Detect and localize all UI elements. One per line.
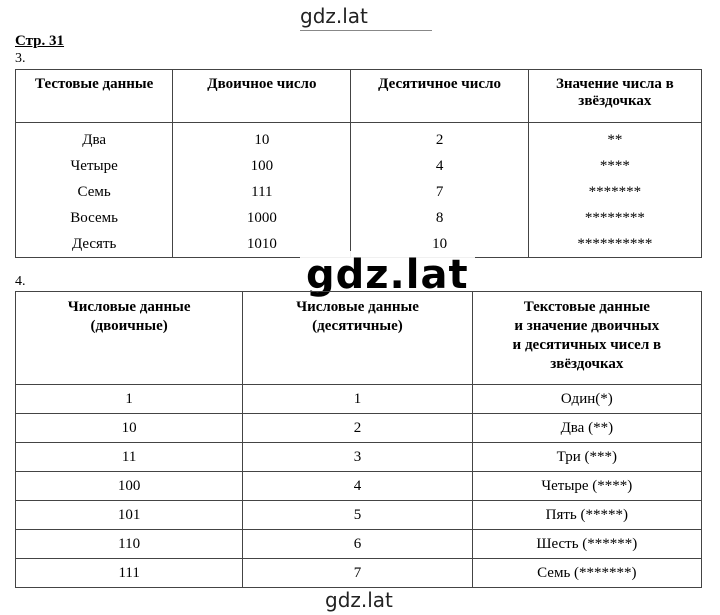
task-3-table [15, 69, 702, 258]
table-cell: 1 [16, 385, 243, 414]
column-header: Числовые данные (двоичные) [16, 292, 243, 385]
table-cell: 111 [16, 559, 243, 588]
table-cell: ******** [528, 205, 701, 231]
watermark-bottom: gdz.lat [325, 588, 393, 612]
table-cell: ** [528, 123, 701, 154]
task-4-number: 4. [15, 274, 26, 289]
table-cell: Четыре [16, 153, 173, 179]
table-row [16, 530, 702, 559]
table-cell: 101 [16, 501, 243, 530]
table-cell: 3 [243, 443, 472, 472]
table-row [16, 385, 702, 414]
table-cell: 110 [16, 530, 243, 559]
table-cell: **** [528, 153, 701, 179]
task-4-table [15, 291, 702, 588]
table-cell: 10 [173, 123, 351, 154]
table-cell: 8 [351, 205, 528, 231]
table-cell: 4 [351, 153, 528, 179]
table-cell: ******* [528, 179, 701, 205]
table-cell: 2 [243, 414, 472, 443]
table-cell: Два (**) [472, 414, 701, 443]
table-cell: 4 [243, 472, 472, 501]
column-header: Значение числа в звёздочках [528, 70, 701, 123]
watermark-top: gdz.lat [300, 4, 368, 28]
table-cell: 10 [16, 414, 243, 443]
table-cell: Восемь [16, 205, 173, 231]
watermark-middle: gdz.lat [300, 251, 475, 299]
page-reference: Стр. 31 [15, 33, 65, 49]
task-3-number: 3. [15, 51, 26, 66]
table-cell: 5 [243, 501, 472, 530]
table-cell: 7 [351, 179, 528, 205]
column-header: Тестовые данные [16, 70, 173, 123]
table-cell: 100 [16, 472, 243, 501]
table-row [16, 123, 702, 154]
table-cell: Три (***) [472, 443, 701, 472]
watermark-underline [300, 30, 432, 31]
table-cell: Семь (*******) [472, 559, 701, 588]
table-cell: Два [16, 123, 173, 154]
table-cell: 1000 [173, 205, 351, 231]
table-row [16, 559, 702, 588]
table-row [16, 472, 702, 501]
table-cell: Четыре (****) [472, 472, 701, 501]
table-row [16, 179, 702, 205]
table-row [16, 153, 702, 179]
column-header: Двоичное число [173, 70, 351, 123]
table-cell: 6 [243, 530, 472, 559]
table-cell: 10 [351, 231, 528, 258]
table-row [16, 443, 702, 472]
table-cell: Пять (*****) [472, 501, 701, 530]
table-cell: 2 [351, 123, 528, 154]
table-cell: 11 [16, 443, 243, 472]
table-row [16, 205, 702, 231]
column-header: Десятичное число [351, 70, 528, 123]
table-cell: 7 [243, 559, 472, 588]
table-header-row [16, 292, 702, 385]
table-cell: 100 [173, 153, 351, 179]
column-header: Текстовые данные и значение двоичных и десятичных чисел в звёздочках [472, 292, 701, 385]
table-cell: 1010 [173, 231, 351, 258]
table-row [16, 414, 702, 443]
table-cell: Десять [16, 231, 173, 258]
table-cell: 1 [243, 385, 472, 414]
table-row [16, 501, 702, 530]
table-cell: Один(*) [472, 385, 701, 414]
table-header-row [16, 70, 702, 123]
table-cell: ********** [528, 231, 701, 258]
table-cell: Шесть (******) [472, 530, 701, 559]
column-header: Числовые данные (десятичные) [243, 292, 472, 385]
table-cell: 111 [173, 179, 351, 205]
table-cell: Семь [16, 179, 173, 205]
